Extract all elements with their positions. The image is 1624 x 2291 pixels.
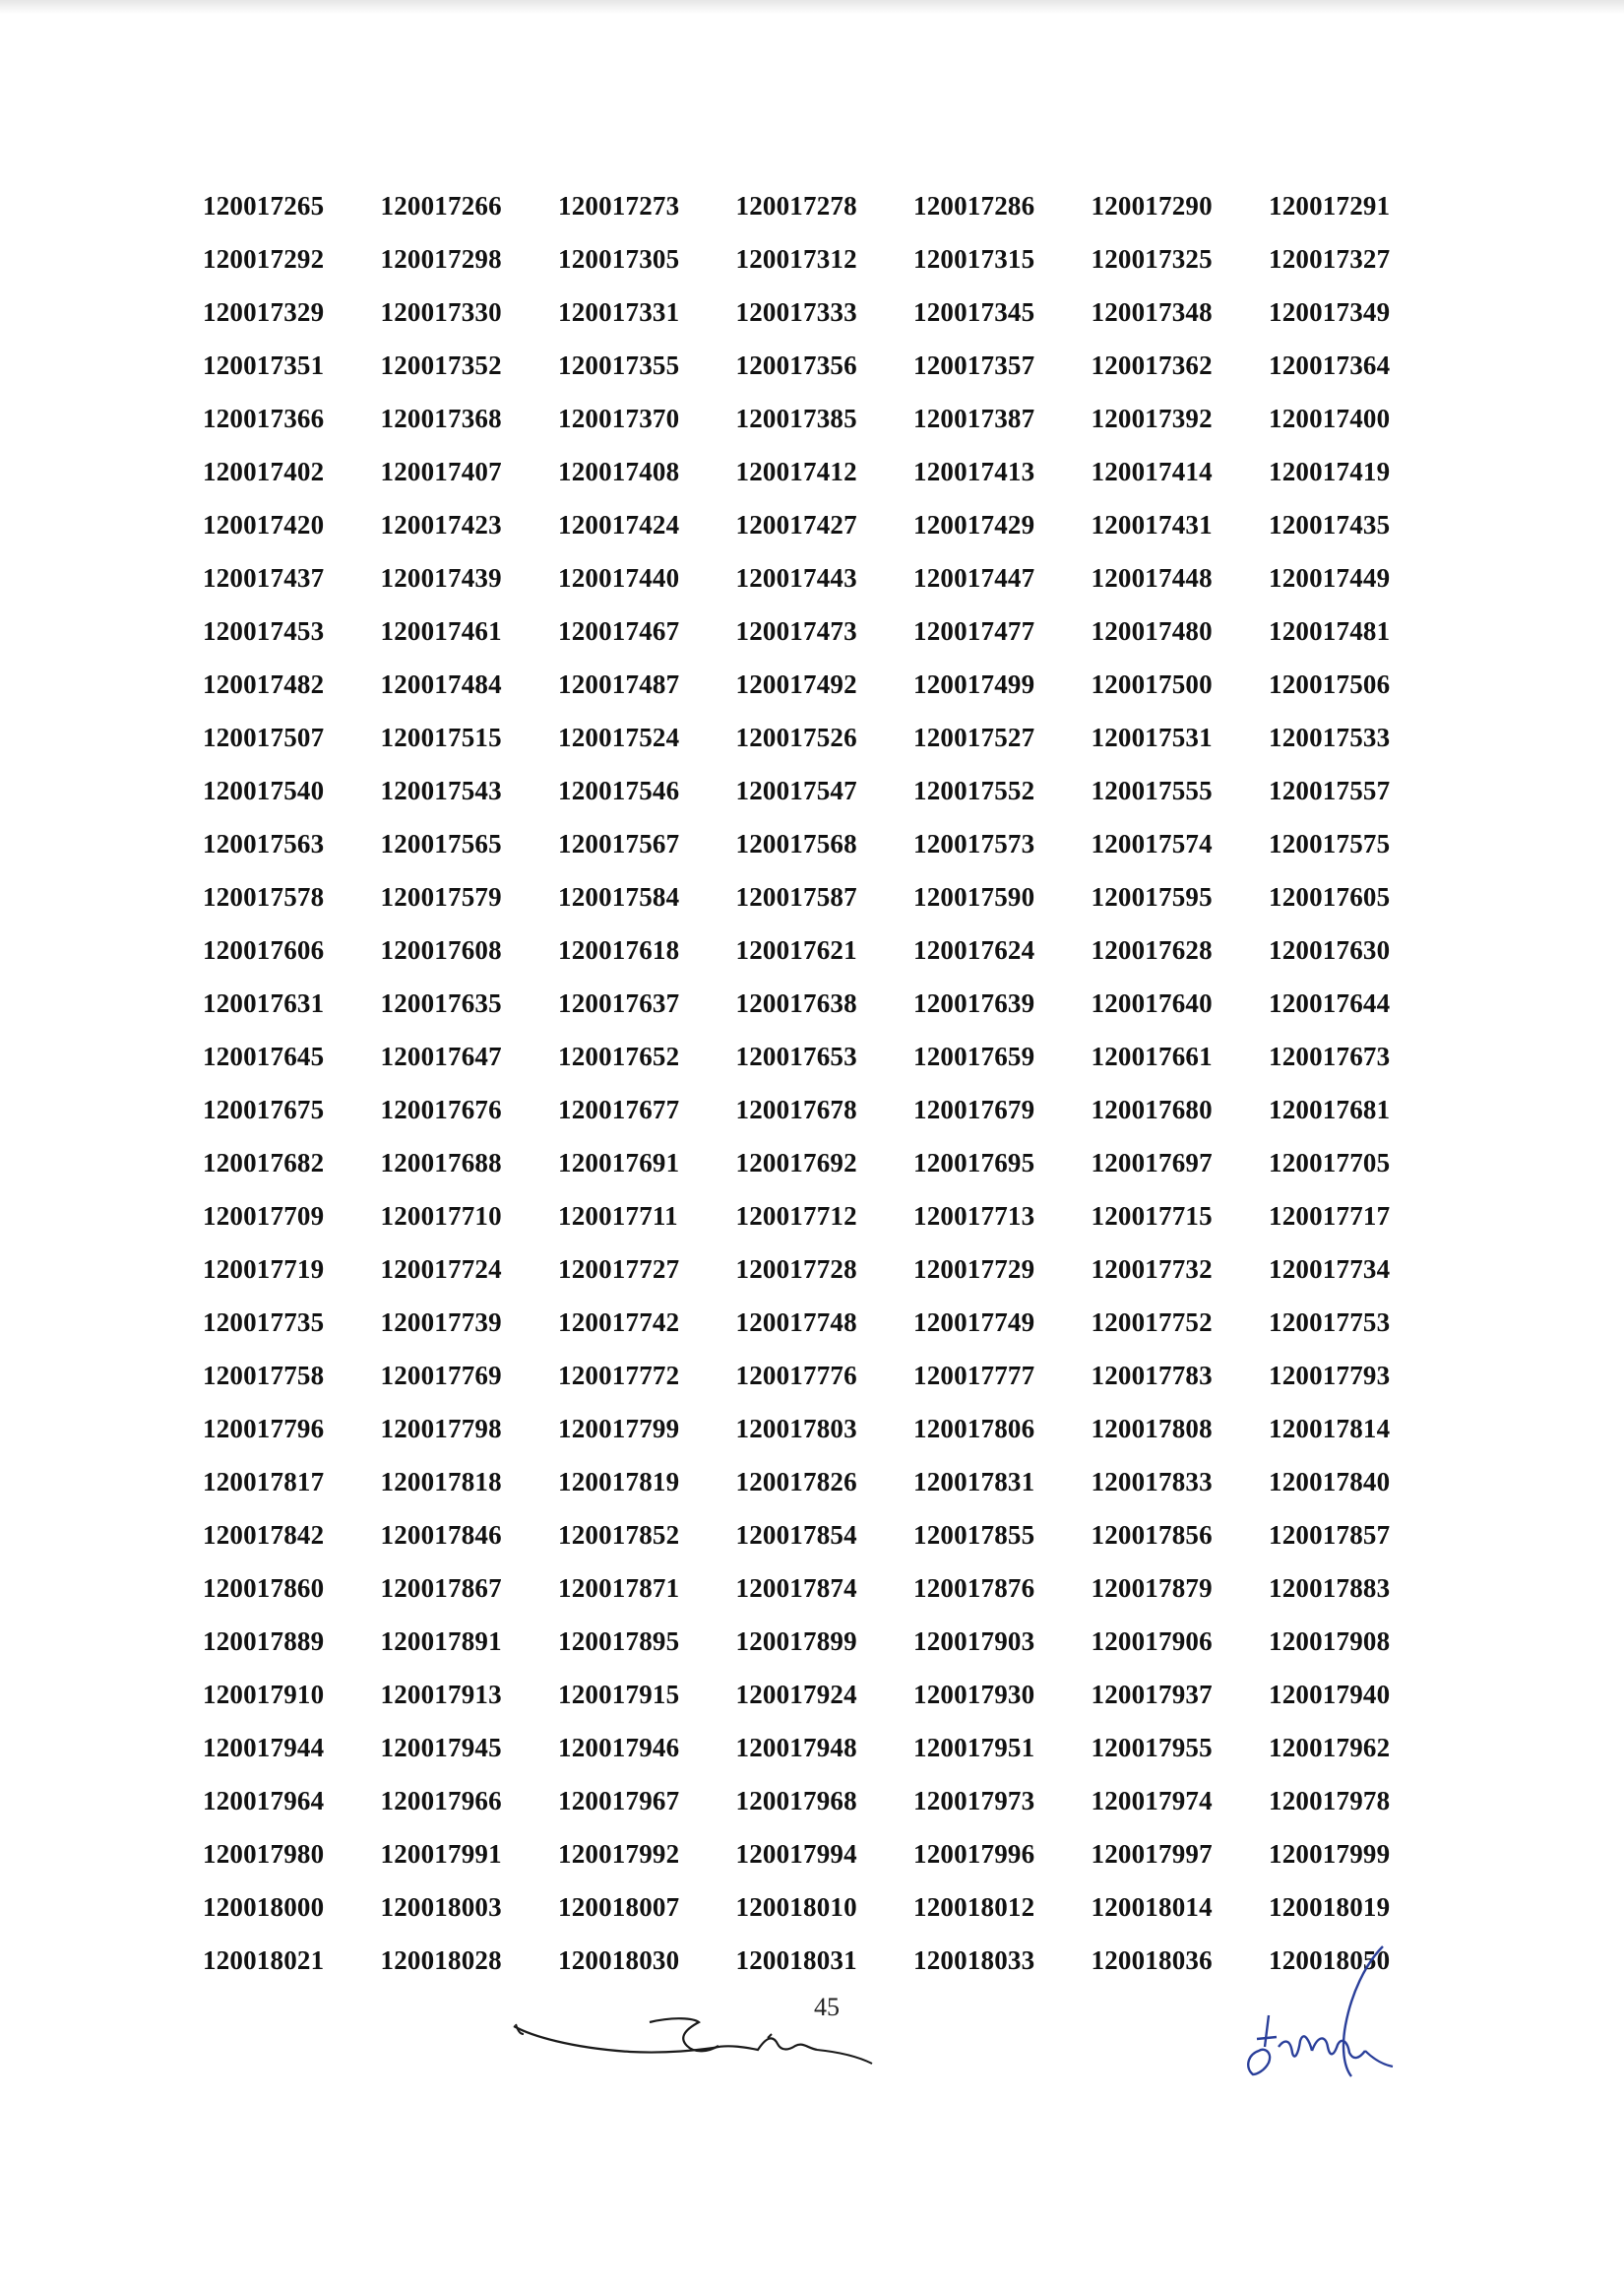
roll-number-cell: 120017639 [913,987,1035,1018]
roll-number-cell: 120017680 [1091,1094,1213,1124]
roll-number-cell: 120017752 [1091,1306,1213,1337]
roll-number-cell: 120017846 [380,1519,502,1550]
roll-number-cell: 120018010 [735,1891,857,1922]
roll-number-cell: 120017366 [203,403,325,433]
roll-number-cell: 120017705 [1269,1147,1391,1177]
roll-number-cell: 120017803 [735,1413,857,1443]
roll-number-cell: 120017777 [913,1360,1035,1390]
roll-number-cell: 120017992 [558,1838,680,1869]
roll-number-cell: 120018003 [380,1891,502,1922]
roll-number-cell: 120017652 [558,1041,680,1071]
roll-number-cell: 120017298 [380,243,502,274]
roll-number-cell: 120017429 [913,509,1035,540]
roll-number-cell: 120017329 [203,296,325,327]
roll-number-cell: 120017487 [558,668,680,699]
roll-number-cell: 120017915 [558,1679,680,1709]
roll-number-cell: 120017565 [380,828,502,859]
roll-number-cell: 120017772 [558,1360,680,1390]
roll-number-cell: 120017997 [1091,1838,1213,1869]
roll-number-cell: 120017973 [913,1785,1035,1815]
roll-number-cell: 120017692 [735,1147,857,1177]
roll-number-cell: 120018030 [558,1944,680,1975]
roll-number-cell: 120017621 [735,934,857,965]
roll-number-cell: 120017682 [203,1147,325,1177]
roll-number-cell: 120017330 [380,296,502,327]
roll-number-cell: 120017644 [1269,987,1391,1018]
roll-number-cell: 120017808 [1091,1413,1213,1443]
handwritten-signature-right [1235,1944,1403,2092]
roll-number-cell: 120017996 [913,1838,1035,1869]
roll-number-cell: 120017697 [1091,1147,1213,1177]
roll-number-cell: 120017315 [913,243,1035,274]
roll-number-cell: 120017951 [913,1732,1035,1762]
roll-number-cell: 120017978 [1269,1785,1391,1815]
handwritten-signature-left [512,2008,876,2077]
roll-number-cell: 120017948 [735,1732,857,1762]
roll-number-cell: 120017819 [558,1466,680,1496]
roll-number-cell: 120017327 [1269,243,1391,274]
roll-number-cell: 120017407 [380,456,502,486]
roll-number-cell: 120017842 [203,1519,325,1550]
roll-number-cell: 120017533 [1269,722,1391,752]
roll-number-cell: 120017883 [1269,1572,1391,1603]
roll-number-cell: 120017439 [380,562,502,593]
roll-number-cell: 120017710 [380,1200,502,1231]
roll-number-cell: 120017352 [380,350,502,380]
roll-number-cell: 120017402 [203,456,325,486]
roll-number-cell: 120017673 [1269,1041,1391,1071]
roll-number-cell: 120017871 [558,1572,680,1603]
roll-number-cell: 120018021 [203,1944,325,1975]
roll-number-cell: 120017368 [380,403,502,433]
roll-number-cell: 120017481 [1269,615,1391,646]
roll-number-cell: 120017480 [1091,615,1213,646]
roll-number-cell: 120017999 [1269,1838,1391,1869]
roll-number-cell: 120017879 [1091,1572,1213,1603]
roll-number-cell: 120017895 [558,1625,680,1656]
roll-number-cell: 120018019 [1269,1891,1391,1922]
roll-number-cell: 120017265 [203,190,325,221]
roll-number-cell: 120017357 [913,350,1035,380]
roll-number-cell: 120018031 [735,1944,857,1975]
roll-number-cell: 120017798 [380,1413,502,1443]
roll-number-cell: 120017955 [1091,1732,1213,1762]
roll-number-cell: 120017584 [558,881,680,912]
roll-number-cell: 120017467 [558,615,680,646]
roll-number-cell: 120017753 [1269,1306,1391,1337]
roll-number-cell: 120017826 [735,1466,857,1496]
roll-number-cell: 120017732 [1091,1253,1213,1284]
roll-number-cell: 120017679 [913,1094,1035,1124]
roll-number-cell: 120017758 [203,1360,325,1390]
roll-number-cell: 120017994 [735,1838,857,1869]
roll-number-cell: 120017793 [1269,1360,1391,1390]
roll-number-cell: 120017806 [913,1413,1035,1443]
roll-number-cell: 120017749 [913,1306,1035,1337]
roll-number-cell: 120017348 [1091,296,1213,327]
roll-number-cell: 120017640 [1091,987,1213,1018]
roll-number-cell: 120018050 [1269,1944,1391,1975]
roll-number-cell: 120017719 [203,1253,325,1284]
roll-number-cell: 120017717 [1269,1200,1391,1231]
roll-number-cell: 120017385 [735,403,857,433]
roll-number-cell: 120017739 [380,1306,502,1337]
roll-number-cell: 120017292 [203,243,325,274]
page-number: 45 [814,1993,840,2021]
roll-number-cell: 120017630 [1269,934,1391,965]
roll-number-cell: 120017647 [380,1041,502,1071]
roll-number-cell: 120017944 [203,1732,325,1762]
roll-number-cell: 120017413 [913,456,1035,486]
roll-number-cell: 120017608 [380,934,502,965]
roll-number-cell: 120017440 [558,562,680,593]
roll-number-cell: 120017578 [203,881,325,912]
roll-number-cell: 120017876 [913,1572,1035,1603]
roll-number-cell: 120017312 [735,243,857,274]
roll-number-cell: 120017579 [380,881,502,912]
roll-number-cell: 120017590 [913,881,1035,912]
roll-number-cell: 120017420 [203,509,325,540]
roll-number-cell: 120017678 [735,1094,857,1124]
roll-number-cell: 120017587 [735,881,857,912]
roll-number-cell: 120018007 [558,1891,680,1922]
roll-number-cell: 120017567 [558,828,680,859]
roll-number-cell: 120017435 [1269,509,1391,540]
roll-number-cell: 120017531 [1091,722,1213,752]
roll-number-cell: 120017448 [1091,562,1213,593]
roll-number-cell: 120017908 [1269,1625,1391,1656]
roll-number-cell: 120018036 [1091,1944,1213,1975]
roll-number-cell: 120017557 [1269,775,1391,805]
roll-number-cell: 120017473 [735,615,857,646]
roll-number-cell: 120017854 [735,1519,857,1550]
roll-number-cell: 120017946 [558,1732,680,1762]
roll-number-cell: 120017447 [913,562,1035,593]
roll-number-cell: 120017427 [735,509,857,540]
roll-number-cell: 120017910 [203,1679,325,1709]
roll-number-cell: 120017563 [203,828,325,859]
roll-number-cell: 120017345 [913,296,1035,327]
roll-number-cell: 120018033 [913,1944,1035,1975]
roll-number-cell: 120017991 [380,1838,502,1869]
roll-number-cell: 120017387 [913,403,1035,433]
roll-number-cell: 120017552 [913,775,1035,805]
roll-number-cell: 120017783 [1091,1360,1213,1390]
roll-number-cell: 120017711 [558,1200,678,1231]
roll-number-cell: 120017631 [203,987,325,1018]
roll-number-cell: 120017930 [913,1679,1035,1709]
roll-number-cell: 120017924 [735,1679,857,1709]
roll-number-cell: 120017278 [735,190,857,221]
roll-number-cell: 120017645 [203,1041,325,1071]
roll-number-cell: 120017325 [1091,243,1213,274]
roll-number-cell: 120017852 [558,1519,680,1550]
roll-number-cell: 120017676 [380,1094,502,1124]
roll-number-cell: 120017507 [203,722,325,752]
scan-edge-shadow [0,0,1624,14]
roll-number-cell: 120018028 [380,1944,502,1975]
roll-number-cell: 120017595 [1091,881,1213,912]
roll-number-cell: 120017769 [380,1360,502,1390]
roll-number-cell: 120017661 [1091,1041,1213,1071]
roll-number-cell: 120017855 [913,1519,1035,1550]
roll-number-cell: 120017874 [735,1572,857,1603]
roll-number-cell: 120017331 [558,296,680,327]
roll-number-cell: 120017400 [1269,403,1391,433]
roll-number-cell: 120017677 [558,1094,680,1124]
roll-number-cell: 120017712 [735,1200,857,1231]
roll-number-cell: 120017860 [203,1572,325,1603]
roll-number-cell: 120017273 [558,190,680,221]
roll-number-cell: 120017500 [1091,668,1213,699]
roll-number-cell: 120017515 [380,722,502,752]
roll-number-cell: 120017414 [1091,456,1213,486]
roll-number-cell: 120017728 [735,1253,857,1284]
roll-number-cell: 120017423 [380,509,502,540]
roll-number-cell: 120017913 [380,1679,502,1709]
roll-number-cell: 120017362 [1091,350,1213,380]
roll-number-cell: 120017618 [558,934,680,965]
roll-number-cell: 120017906 [1091,1625,1213,1656]
roll-number-cell: 120017484 [380,668,502,699]
roll-number-cell: 120017437 [203,562,325,593]
roll-number-cell: 120017742 [558,1306,680,1337]
roll-number-cell: 120017546 [558,775,680,805]
roll-number-cell: 120017449 [1269,562,1391,593]
roll-number-cell: 120017709 [203,1200,325,1231]
roll-number-cell: 120017818 [380,1466,502,1496]
roll-number-cell: 120018012 [913,1891,1035,1922]
roll-number-cell: 120017524 [558,722,680,752]
roll-number-cell: 120017814 [1269,1413,1391,1443]
roll-number-cell: 120017506 [1269,668,1391,699]
roll-number-cell: 120017575 [1269,828,1391,859]
roll-number-cell: 120017713 [913,1200,1035,1231]
roll-number-cell: 120017356 [735,350,857,380]
roll-number-cell: 120017526 [735,722,857,752]
roll-number-cell: 120017799 [558,1413,680,1443]
roll-number-cell: 120017424 [558,509,680,540]
roll-number-cell: 120017691 [558,1147,680,1177]
roll-number-cell: 120017443 [735,562,857,593]
roll-number-cell: 120017606 [203,934,325,965]
roll-number-cell: 120017980 [203,1838,325,1869]
roll-number-cell: 120017889 [203,1625,325,1656]
roll-number-cell: 120017817 [203,1466,325,1496]
roll-number-cell: 120017527 [913,722,1035,752]
roll-number-cell: 120017482 [203,668,325,699]
roll-number-cell: 120017776 [735,1360,857,1390]
roll-number-cell: 120017499 [913,668,1035,699]
roll-number-cell: 120017891 [380,1625,502,1656]
roll-number-cell: 120017867 [380,1572,502,1603]
roll-number-cell: 120017635 [380,987,502,1018]
roll-number-cell: 120017355 [558,350,680,380]
roll-number-cell: 120017653 [735,1041,857,1071]
roll-number-cell: 120017547 [735,775,857,805]
roll-number-cell: 120017727 [558,1253,680,1284]
roll-number-cell: 120017967 [558,1785,680,1815]
roll-number-cell: 120017364 [1269,350,1391,380]
roll-number-cell: 120017903 [913,1625,1035,1656]
roll-number-cell: 120017833 [1091,1466,1213,1496]
roll-number-cell: 120017370 [558,403,680,433]
roll-number-cell: 120017940 [1269,1679,1391,1709]
roll-number-cell: 120017392 [1091,403,1213,433]
roll-number-cell: 120017968 [735,1785,857,1815]
roll-number-cell: 120018014 [1091,1891,1213,1922]
roll-number-grid [203,179,1453,1987]
roll-number-cell: 120017729 [913,1253,1035,1284]
roll-number-cell: 120017840 [1269,1466,1391,1496]
roll-number-cell: 120017899 [735,1625,857,1656]
roll-number-cell: 120017945 [380,1732,502,1762]
roll-number-cell: 120017605 [1269,881,1391,912]
roll-number-cell: 120017419 [1269,456,1391,486]
roll-number-cell: 120018000 [203,1891,325,1922]
roll-number-cell: 120017555 [1091,775,1213,805]
roll-number-cell: 120017831 [913,1466,1035,1496]
roll-number-cell: 120017573 [913,828,1035,859]
roll-number-cell: 120017412 [735,456,857,486]
roll-number-cell: 120017461 [380,615,502,646]
roll-number-cell: 120017453 [203,615,325,646]
roll-number-cell: 120017333 [735,296,857,327]
roll-number-cell: 120017351 [203,350,325,380]
roll-number-cell: 120017638 [735,987,857,1018]
roll-number-cell: 120017477 [913,615,1035,646]
roll-number-cell: 120017796 [203,1413,325,1443]
roll-number-cell: 120017856 [1091,1519,1213,1550]
roll-number-cell: 120017291 [1269,190,1391,221]
roll-number-cell: 120017628 [1091,934,1213,965]
roll-number-cell: 120017286 [913,190,1035,221]
roll-number-cell: 120017637 [558,987,680,1018]
roll-number-cell: 120017688 [380,1147,502,1177]
roll-number-cell: 120017748 [735,1306,857,1337]
roll-number-cell: 120017431 [1091,509,1213,540]
roll-number-cell: 120017408 [558,456,680,486]
roll-number-cell: 120017675 [203,1094,325,1124]
roll-number-cell: 120017974 [1091,1785,1213,1815]
roll-number-cell: 120017962 [1269,1732,1391,1762]
roll-number-cell: 120017966 [380,1785,502,1815]
roll-number-cell: 120017492 [735,668,857,699]
roll-number-cell: 120017568 [735,828,857,859]
roll-number-cell: 120017734 [1269,1253,1391,1284]
roll-number-cell: 120017540 [203,775,325,805]
roll-number-cell: 120017305 [558,243,680,274]
roll-number-cell: 120017349 [1269,296,1391,327]
roll-number-cell: 120017964 [203,1785,325,1815]
roll-number-cell: 120017266 [380,190,502,221]
roll-number-cell: 120017681 [1269,1094,1391,1124]
roll-number-cell: 120017574 [1091,828,1213,859]
roll-number-cell: 120017695 [913,1147,1035,1177]
roll-number-cell: 120017659 [913,1041,1035,1071]
roll-number-cell: 120017724 [380,1253,502,1284]
roll-number-cell: 120017735 [203,1306,325,1337]
roll-number-cell: 120017290 [1091,190,1213,221]
roll-number-cell: 120017857 [1269,1519,1391,1550]
roll-number-cell: 120017937 [1091,1679,1213,1709]
roll-number-cell: 120017543 [380,775,502,805]
roll-number-cell: 120017624 [913,934,1035,965]
roll-number-cell: 120017715 [1091,1200,1213,1231]
